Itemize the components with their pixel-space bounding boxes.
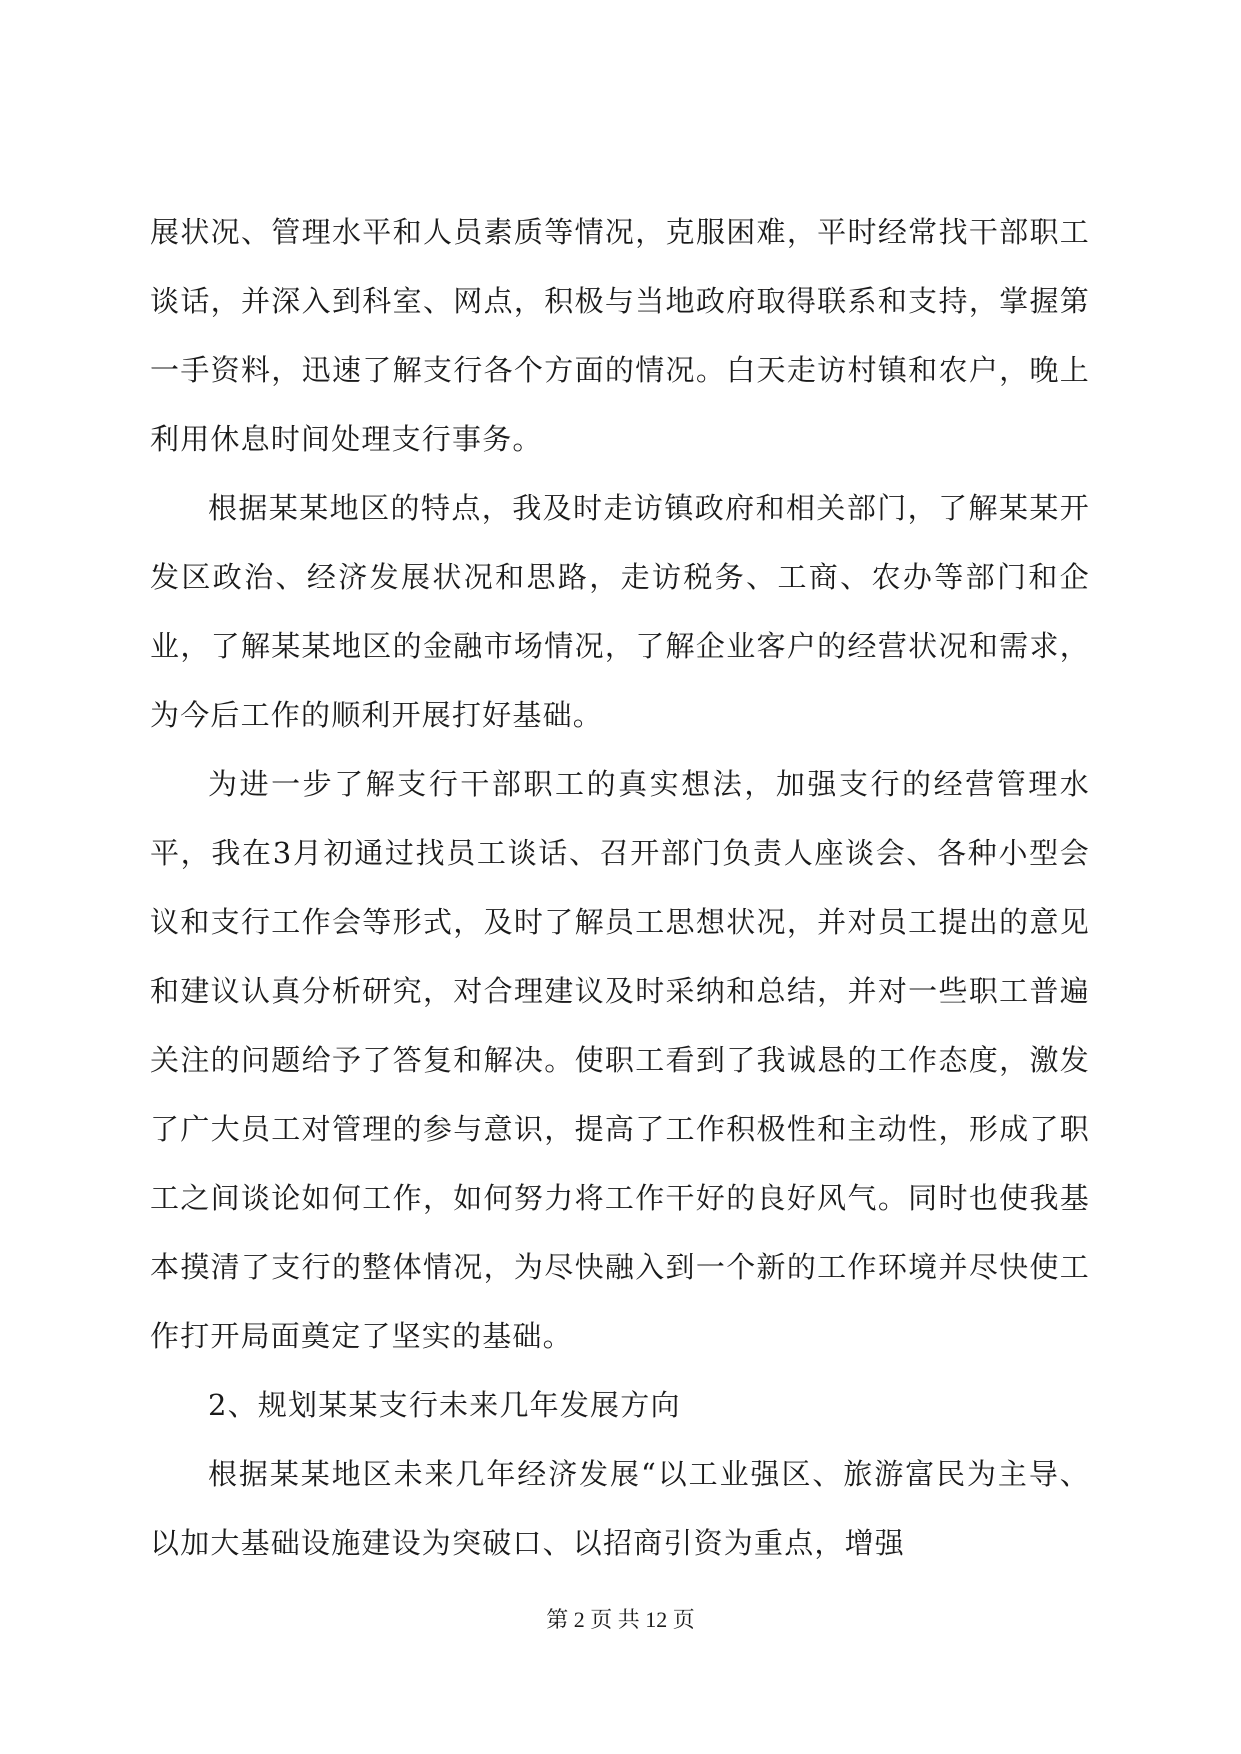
paragraph-4: 根据某某地区未来几年经济发展“以工业强区、旅游富民为主导、以加大基础设施建设为突破口、以招商引资为重点，增强 xyxy=(150,1457,1090,1560)
paragraph-3: 为进一步了解支行干部职工的真实想法，加强支行的经营管理水平，我在3月初通过找员工谈话、召开部门负责人座谈会、各种小型会议和支行工作会等形式，及时了解员工思想状况，并对员工提出的意见和建议认真分析研究，对合理建议及时采纳和总结，并对一些职工普遍关注的问题给予了答复和解决。使职工看到了我诚恳的工作态度，激发了广大员工对管理的参与意识，提高了工作积极性和主动性，形成了职工之间谈论如何工作，如何努力将工作干好的良好风气。同时也使我基本摸清了支行的整体情况，为尽快融入到一个新的工作环境并尽快使工作打开局面奠定了坚实的基础。 xyxy=(150,767,1090,1353)
page-number: 第 2 页 共 12 页 xyxy=(546,1607,695,1632)
page-footer xyxy=(0,1605,1241,1635)
section-heading: 2、规划某某支行未来几年发展方向 xyxy=(208,1388,681,1422)
paragraph-2: 根据某某地区的特点，我及时走访镇政府和相关部门，了解某某开发区政治、经济发展状况和思路，走访税务、工商、农办等部门和企业，了解某某地区的金融市场情况，了解企业客户的经营状况和需求，为今后工作的顺利开展打好基础。 xyxy=(150,491,1090,732)
paragraph-1: 展状况、管理水平和人员素质等情况，克服困难，平时经常找干部职工谈话，并深入到科室、网点，积极与当地政府取得联系和支持，掌握第一手资料，迅速了解支行各个方面的情况。白天走访村镇和农户，晚上利用休息时间处理支行事务。 xyxy=(150,215,1090,456)
document-body xyxy=(150,198,1090,1578)
